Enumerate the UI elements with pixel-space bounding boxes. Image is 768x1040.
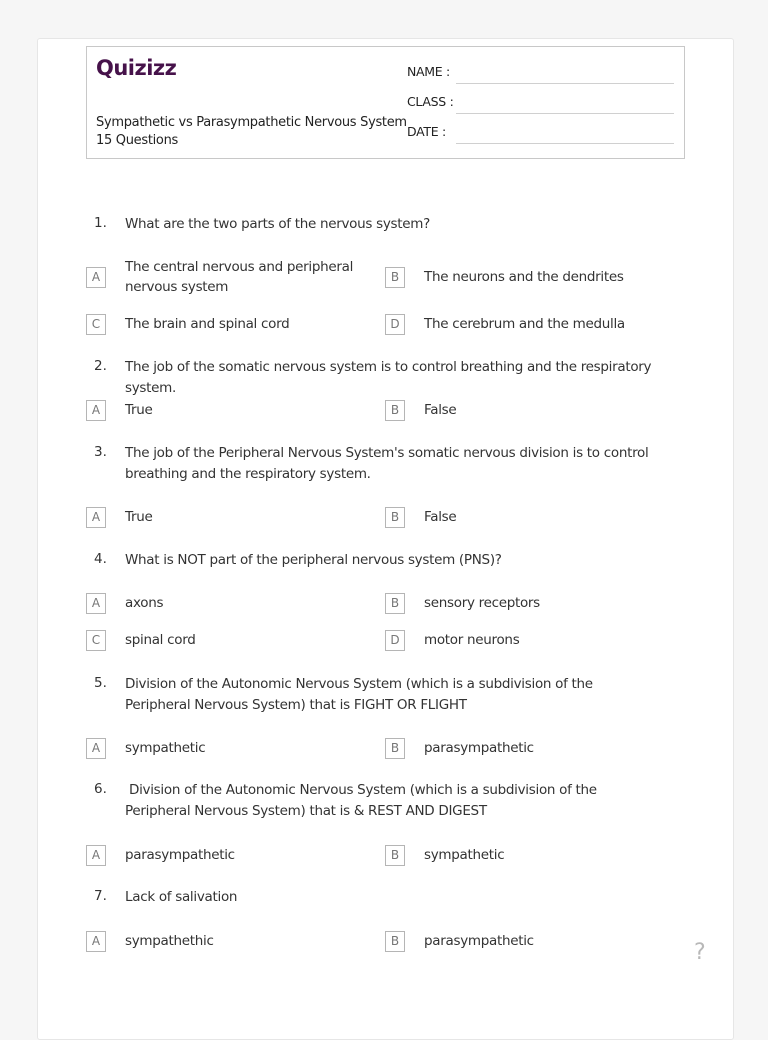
question-number: 3. [94,444,107,460]
question-count: 15 Questions [96,133,178,148]
question-text: The job of the somatic nervous system is to control breathing and the respiratory system. [125,359,652,396]
option-letter[interactable]: A [86,267,106,288]
question-text: Division of the Autonomic Nervous System (which is a subdivision of the Peripheral Nervous System) that is FIGHT OR FLIGHT [125,676,593,713]
question-text: What are the two parts of the nervous system? [125,216,430,232]
option-text[interactable]: True [125,402,153,418]
option-text[interactable]: sympathethic [125,933,214,949]
option-letter[interactable]: A [86,593,106,614]
option-text[interactable]: False [424,509,457,525]
option-text[interactable]: spinal cord [125,632,196,648]
option-letter[interactable]: B [385,845,405,866]
option-letter[interactable]: B [385,400,405,421]
option-text[interactable]: sympathetic [125,740,206,756]
option-letter[interactable]: D [385,630,405,651]
class-label: CLASS : [407,94,454,109]
option-letter[interactable]: B [385,738,405,759]
option-letter[interactable]: C [86,630,106,651]
option-letter[interactable]: B [385,267,405,288]
question-number: 6. [94,781,107,797]
option-text[interactable]: False [424,402,457,418]
question-number: 7. [94,888,107,904]
date-label: DATE : [407,124,446,139]
quizizz-logo: Quizizz [96,56,177,80]
option-letter[interactable]: D [385,314,405,335]
option-text[interactable]: The cerebrum and the medulla [424,316,625,332]
option-letter[interactable]: B [385,507,405,528]
quiz-title: Sympathetic vs Parasympathetic Nervous System [96,115,407,130]
date-field[interactable] [456,143,674,144]
option-text[interactable]: axons [125,595,164,611]
option-letter[interactable]: A [86,931,106,952]
question-number: 1. [94,215,107,231]
question-number: 4. [94,551,107,567]
option-text[interactable]: The brain and spinal cord [125,316,290,332]
question-text: What is NOT part of the peripheral nervous system (PNS)? [125,552,502,568]
option-text[interactable]: The neurons and the dendrites [424,269,624,285]
question-text: The job of the Peripheral Nervous System's somatic nervous division is to control breathing and the respiratory system. [125,445,649,482]
option-text[interactable]: parasympathetic [424,740,534,756]
option-letter[interactable]: A [86,845,106,866]
option-text[interactable]: motor neurons [424,632,520,648]
option-letter[interactable]: B [385,931,405,952]
option-text[interactable]: sensory receptors [424,595,540,611]
option-letter[interactable]: A [86,738,106,759]
question-text: Lack of salivation [125,889,238,905]
option-text[interactable]: The central nervous and peripheral nervous system [125,259,354,295]
question-text: Division of the Autonomic Nervous System (which is a subdivision of the Peripheral Nervous System) that is & REST AND DIGEST [125,782,601,819]
question-number: 5. [94,675,107,691]
help-icon[interactable]: ? [694,940,706,965]
class-field[interactable] [456,113,674,114]
name-label: NAME : [407,64,450,79]
worksheet-header [86,46,685,159]
option-letter[interactable]: A [86,400,106,421]
option-text[interactable]: parasympathetic [125,847,235,863]
quiz-title-block [96,114,407,150]
option-text[interactable]: True [125,509,153,525]
option-letter[interactable]: A [86,507,106,528]
option-text[interactable]: sympathetic [424,847,505,863]
option-letter[interactable]: C [86,314,106,335]
question-number: 2. [94,358,107,374]
option-text[interactable]: parasympathetic [424,933,534,949]
name-field[interactable] [456,83,674,84]
option-letter[interactable]: B [385,593,405,614]
